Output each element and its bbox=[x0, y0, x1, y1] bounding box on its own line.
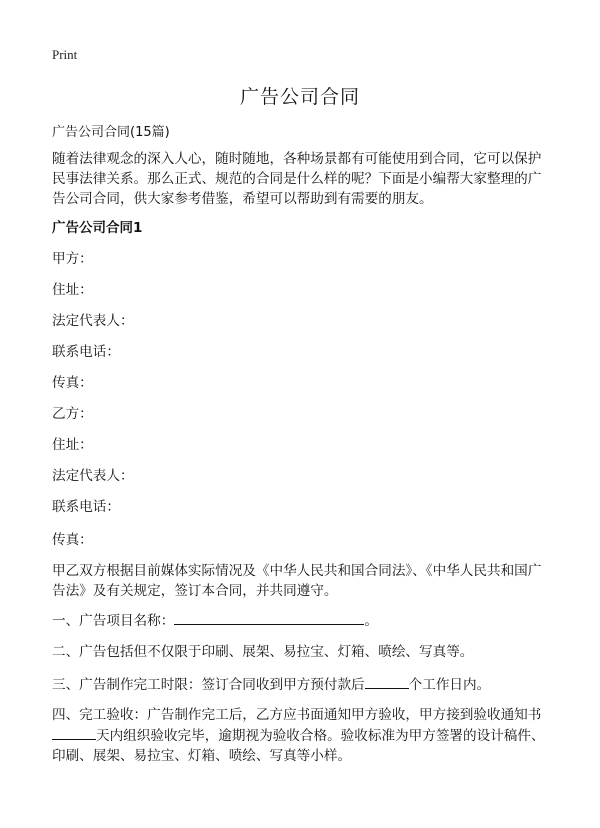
print-link[interactable]: Print bbox=[52, 47, 78, 62]
party-b-label: 乙方： bbox=[52, 406, 93, 422]
clause-1-prefix: 一、广告项目名称： bbox=[52, 613, 175, 629]
page-title: 广告公司合同 bbox=[239, 86, 360, 108]
party-a-phone: 联系电话： bbox=[52, 344, 120, 360]
project-name-blank bbox=[174, 610, 364, 625]
section-heading: 广告公司合同1 bbox=[52, 220, 143, 236]
party-a-representative: 法定代表人： bbox=[52, 313, 134, 329]
clause-4-prefix: 四、完工验收：广告制作完工后，乙方应书面通知甲方验收，甲方接到验收通知书 bbox=[52, 707, 542, 723]
clause-4-suffix: 天内组织验收完毕，逾期视为验收合格。验收标准为甲方签署的设计稿件、印刷、展架、易拉宝、灯箱、喷绘、写真等小样。 bbox=[52, 728, 545, 764]
party-b-phone: 联系电话： bbox=[52, 499, 120, 515]
party-b-fax: 传真： bbox=[52, 532, 93, 548]
clause-4 bbox=[52, 705, 552, 766]
clause-3-suffix: 个工作日内。 bbox=[408, 677, 491, 693]
party-a-label: 甲方： bbox=[52, 251, 93, 267]
clause-1 bbox=[52, 610, 552, 631]
party-b-address: 住址： bbox=[52, 437, 93, 453]
document-subtitle: 广告公司合同(15篇) bbox=[52, 125, 170, 140]
clause-3 bbox=[52, 674, 552, 695]
inspection-days-blank bbox=[52, 725, 96, 740]
party-b-representative: 法定代表人： bbox=[52, 468, 134, 484]
workdays-blank bbox=[365, 674, 409, 689]
clause-1-suffix: 。 bbox=[364, 613, 378, 629]
party-a-address: 住址： bbox=[52, 282, 93, 298]
clause-3-prefix: 三、广告制作完工时限：签订合同收到甲方预付款后 bbox=[52, 677, 365, 693]
preamble-paragraph: 甲乙双方根据目前媒体实际情况及《中华人民共和国合同法》、《中华人民共和国广告法》及有关规定，签订本合同，并共同遵守。 bbox=[52, 563, 542, 599]
intro-paragraph: 随着法律观念的深入人心，随时随地，各种场景都有可能使用到合同，它可以保护民事法律关系。那么正式、规范的合同是什么样的呢？下面是小编帮大家整理的广告公司合同，供大家参考借鉴，希望可以帮助到有需要的朋友。 bbox=[52, 151, 542, 207]
party-a-fax: 传真： bbox=[52, 375, 93, 391]
clause-2: 二、广告包括但不仅限于印刷、展架、易拉宝、灯箱、喷绘、写真等。 bbox=[52, 644, 474, 660]
